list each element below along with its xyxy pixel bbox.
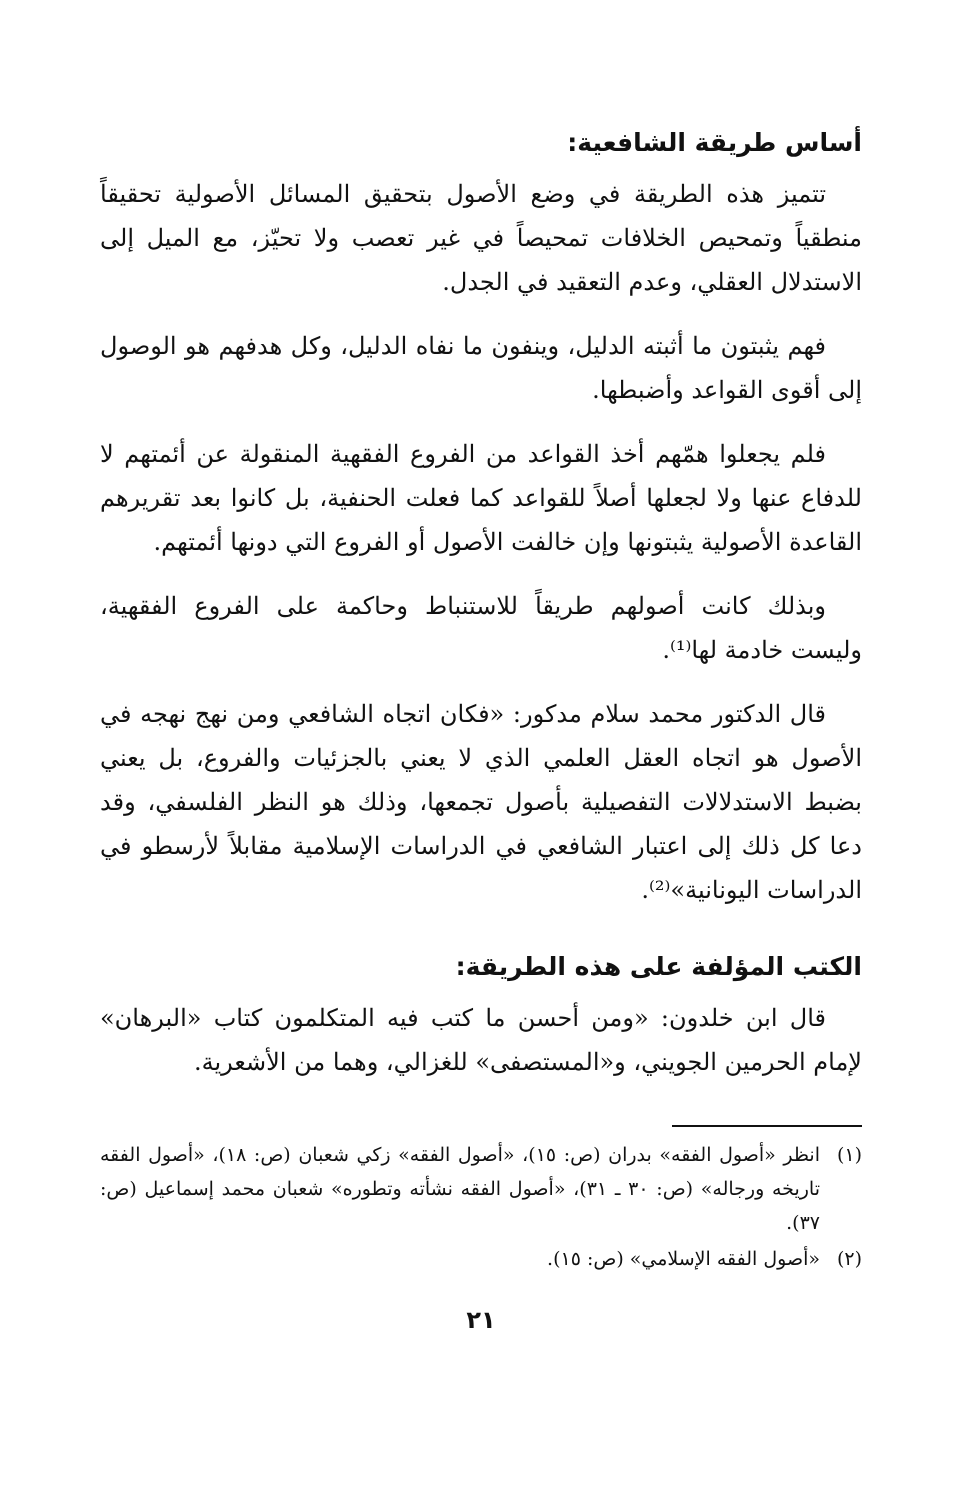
paragraph: تتميز هذه الطريقة في وضع الأصول بتحقيق المسائل الأصولية تحقيقاً منطقياً وتمحيص الخلافات تمحيصاً في غير تعصب ولا تحيّز، مع الميل إلى الاستدلال العقلي، وعدم التعقيد في الجدل.: [100, 180, 862, 296]
page-number: ٢١: [466, 1306, 496, 1334]
footnote-separator: [672, 1125, 862, 1127]
section-heading-books-on-method: الكتب المؤلفة على هذه الطريقة:: [455, 952, 862, 981]
paragraph: قال الدكتور محمد سلام مدكور: «فكان اتجاه الشافعي ومن نهج نهجه في الأصول هو اتجاه العقل العلمي الذي لا يعني بالجزئيات والفروع، بل يعني بضبط الاستدلالات التفصيلية بأصول تجمعها، وذلك هو النظر الفلسفي، وقد دعا كل ذلك إلى اعتبار الشافعي في الدراسات الإسلامية مقابلاً لأرسطو في الدراسات اليونانية»⁽²⁾.: [100, 700, 862, 904]
section-heading-shafii-method-basis: أساس طريقة الشافعية:: [567, 128, 862, 157]
footnote-text: «أصول الفقه الإسلامي» (ص: ١٥).: [547, 1248, 820, 1270]
footnote-item: [100, 1242, 862, 1276]
footnote-text: انظر «أصول الفقه» بدران (ص: ١٥)، «أصول الفقه» زكي شعبان (ص: ١٨)، «أصول الفقه تاريخه ورجاله» (ص: ٣٠ ـ ٣١)، «أصول الفقه نشأته وتطوره» شعبان محمد إسماعيل (ص: ٣٧).: [100, 1144, 820, 1234]
paragraph: فلم يجعلوا همّهم أخذ القواعد من الفروع الفقهية المنقولة عن أئمتهم لا للدفاع عنها ولا لجعلها أصلاً للقواعد كما فعلت الحنفية، بل كانوا بعد تقريرهم القاعدة الأصولية يثبتونها وإن خالفت الأصول أو الفروع التي دونها أئمتهم.: [100, 440, 862, 556]
footnote-number: (٢): [836, 1248, 862, 1270]
paragraph: فهم يثبتون ما أثبته الدليل، وينفون ما نفاه الدليل، وكل هدفهم هو الوصول إلى أقوى القواعد وأضبطها.: [100, 332, 862, 404]
footnote-item: [100, 1138, 862, 1240]
paragraph: وبذلك كانت أصولهم طريقاً للاستنباط وحاكمة على الفروع الفقهية، وليست خادمة لها⁽¹⁾.: [100, 592, 862, 664]
main-text: [100, 118, 862, 1104]
footnotes: [100, 1138, 862, 1278]
footnote-number: (١): [836, 1144, 862, 1166]
paragraph: قال ابن خلدون: «ومن أحسن ما كتب فيه المتكلمون كتاب «البرهان» لإمام الحرمين الجويني، و«المستصفى» للغزالي، وهما من الأشعرية.: [100, 1004, 862, 1076]
